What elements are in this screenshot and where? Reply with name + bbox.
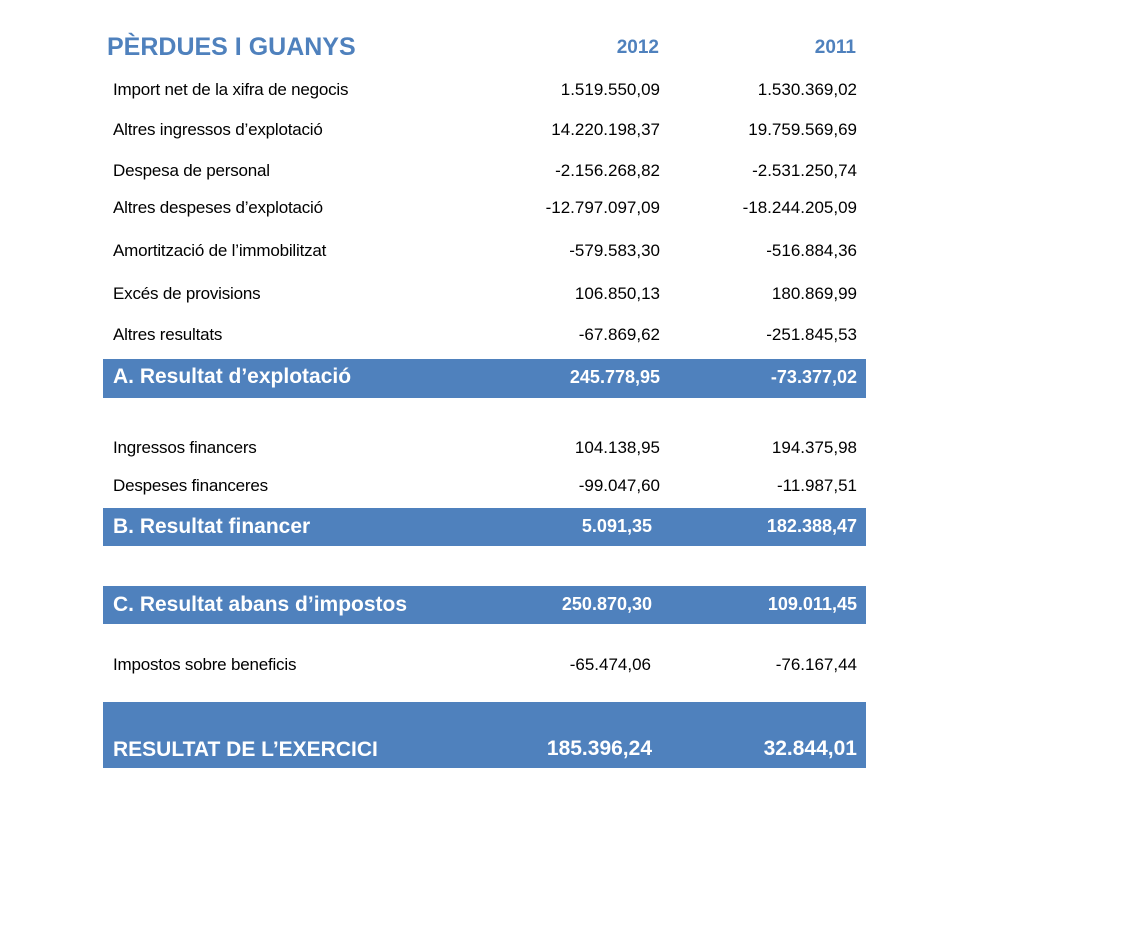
value-2011: -251.845,53 <box>766 325 857 344</box>
subtotal-resultat-abans-impostos <box>103 586 866 624</box>
subtotal-value-2012: 250.870,30 <box>561 594 652 614</box>
row-label: Impostos sobre beneficis <box>113 655 297 674</box>
row-exces-provisions <box>0 284 1134 306</box>
value-2012: -2.156.268,82 <box>555 161 660 180</box>
value-2011: 19.759.569,69 <box>748 120 857 139</box>
value-2011: 180.869,99 <box>771 284 857 303</box>
value-2012: -67.869,62 <box>578 325 660 344</box>
value-2012: 1.519.550,09 <box>560 80 660 99</box>
row-ingressos-financers <box>0 438 1134 460</box>
row-altres-ingressos <box>0 120 1134 142</box>
row-label: Amortització de l’immobilitzat <box>113 241 327 260</box>
subtotal-label: C. Resultat abans d’impostos <box>113 593 408 616</box>
row-label: Import net de la xifra de negocis <box>113 80 349 99</box>
row-despeses-financeres <box>0 476 1134 498</box>
subtotal-value-2012: 245.778,95 <box>569 367 660 387</box>
value-2011: 1.530.369,02 <box>757 80 857 99</box>
value-2012: -579.583,30 <box>569 241 660 260</box>
subtotal-value-2011: 182.388,47 <box>766 516 857 536</box>
value-2012: 14.220.198,37 <box>551 120 660 139</box>
value-2012: -99.047,60 <box>578 476 660 495</box>
row-label: Despesa de personal <box>113 161 270 180</box>
statement-title: PÈRDUES I GUANYS <box>107 33 356 61</box>
value-2011: -18.244.205,09 <box>742 198 857 217</box>
subtotal-value-2012: 5.091,35 <box>581 516 652 536</box>
total-value-2011: 32.844,01 <box>763 737 857 760</box>
value-2012: 106.850,13 <box>574 284 660 303</box>
row-amortitzacio <box>0 241 1134 263</box>
value-2011: -76.167,44 <box>775 655 857 674</box>
row-label: Despeses financeres <box>113 476 268 495</box>
row-label: Altres ingressos d’explotació <box>113 120 323 139</box>
subtotal-resultat-financer <box>103 508 866 546</box>
value-2012: 104.138,95 <box>574 438 660 457</box>
value-2011: -516.884,36 <box>766 241 857 260</box>
subtotal-value-2011: -73.377,02 <box>770 367 857 387</box>
row-altres-resultats <box>0 325 1134 347</box>
row-despesa-personal <box>0 161 1134 183</box>
row-label: Excés de provisions <box>113 284 261 303</box>
subtotal-label: B. Resultat financer <box>113 515 311 538</box>
row-label: Altres despeses d’explotació <box>113 198 323 217</box>
value-2012: -12.797.097,09 <box>545 198 660 217</box>
row-altres-despeses <box>0 198 1134 220</box>
subtotal-label: A. Resultat d’explotació <box>113 365 352 388</box>
total-resultat-exercici <box>103 702 866 768</box>
subtotal-resultat-explotacio <box>103 359 866 398</box>
subtotal-value-2011: 109.011,45 <box>767 594 857 614</box>
column-header-2012: 2012 <box>616 37 659 58</box>
row-label: Altres resultats <box>113 325 223 344</box>
row-label: Ingressos financers <box>113 438 257 457</box>
total-label: RESULTAT DE L’EXERCICI <box>113 738 378 761</box>
value-2011: -11.987,51 <box>776 476 857 495</box>
column-header-2011: 2011 <box>814 37 856 58</box>
value-2012: -65.474,06 <box>569 655 651 674</box>
total-value-2012: 185.396,24 <box>546 737 652 760</box>
value-2011: 194.375,98 <box>771 438 857 457</box>
row-import-net <box>0 80 1134 102</box>
row-impostos-beneficis <box>0 655 1134 677</box>
value-2011: -2.531.250,74 <box>752 161 857 180</box>
